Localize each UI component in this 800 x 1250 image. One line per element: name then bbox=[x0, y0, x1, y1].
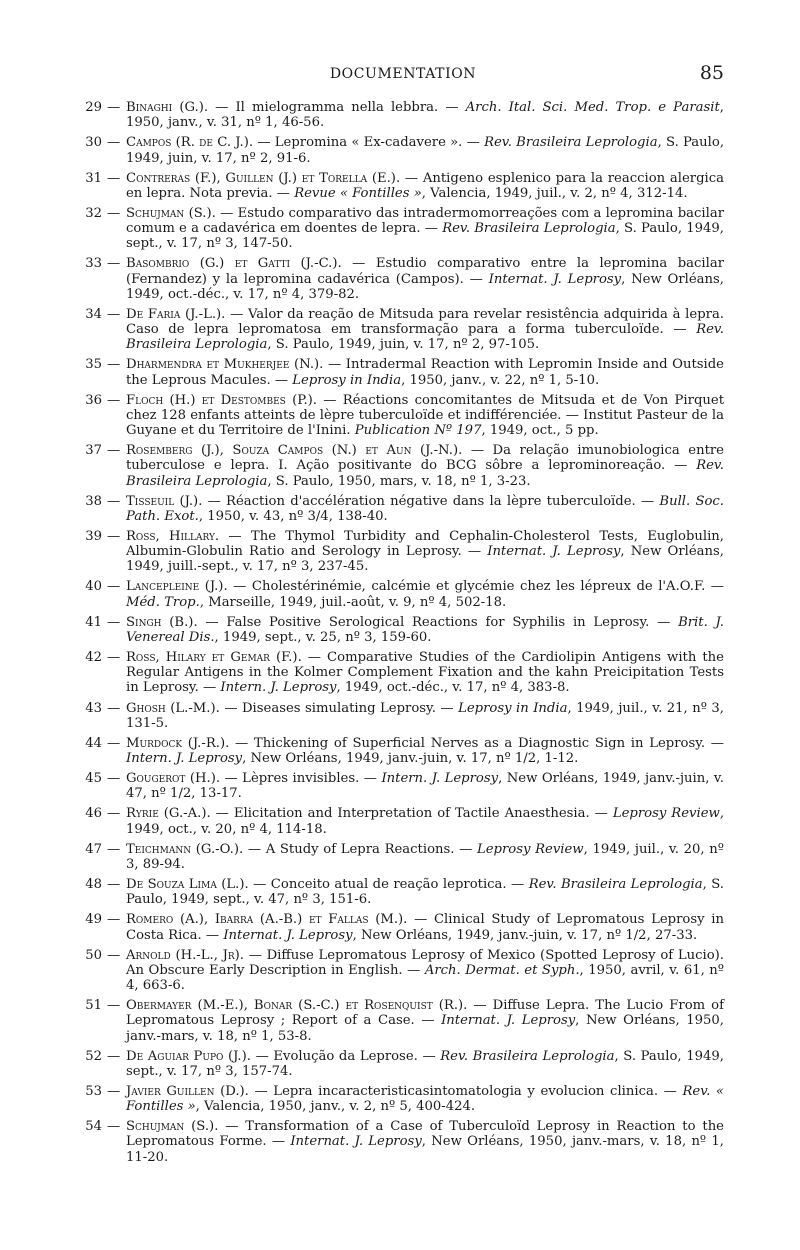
entry-details: , Marseille, 1949, juil.-août, v. 9, nº 4, 502-18. bbox=[199, 594, 507, 610]
entry-dash: — bbox=[107, 100, 121, 115]
entry-journal: Internat. J. Leprosy bbox=[488, 271, 622, 287]
entry-details: , 1950, janv., v. 31, nº 1, 46-56. bbox=[126, 100, 724, 131]
entry-authors: De Faria (J.-L.). bbox=[126, 306, 226, 322]
entry-journal: Méd. Trop. bbox=[126, 594, 200, 610]
entry-details: , 1949, juil., v. 21, nº 3, 131-5. bbox=[126, 700, 724, 731]
entry-details: , New Orléans, 1949, juill.-sept., v. 17, nº 3, 237-45. bbox=[126, 544, 724, 575]
bibliography-entry bbox=[82, 736, 724, 766]
entry-title: — Intradermal Reaction with Lepromin Inside and Outside the Leprous Macules. — bbox=[126, 357, 724, 388]
entry-dash: — bbox=[107, 1083, 121, 1099]
entry-dash: — bbox=[107, 392, 121, 408]
entry-details: , S. Paulo, 1949, juin, v. 17, nº 2, 91-6. bbox=[126, 135, 725, 166]
entry-title: — A Study of Lepra Reactions. — bbox=[243, 841, 477, 857]
entry-number: 36 bbox=[85, 392, 102, 408]
entry-journal: Brit. J. Venereal Dis. bbox=[126, 614, 724, 645]
entry-details: , S. Paulo, 1950, mars, v. 18, nº 1, 3-23. bbox=[267, 473, 531, 489]
entry-number: 39 bbox=[85, 528, 102, 544]
entry-number: 37 bbox=[85, 443, 102, 459]
entry-number: 34 bbox=[85, 306, 102, 322]
bibliography-entry bbox=[82, 357, 724, 387]
entry-authors: Murdock (J.-R.). bbox=[126, 735, 230, 751]
entry-authors: Ross, Hilary et Gemar (F.). bbox=[126, 650, 302, 666]
entry-number: 46 bbox=[85, 806, 102, 822]
entry-number: 54 bbox=[85, 1119, 102, 1135]
entry-details: , 1949, sept., v. 25, nº 3, 159-60. bbox=[214, 629, 432, 645]
entry-title: — Lepra incaracteristicasintomatologia y evolucion clinica. — bbox=[248, 1083, 683, 1099]
entry-title: — Diffuse Lepromatous Leprosy of Mexico (Spotted Leprosy of Lucio). An Obscure Early Description in English. — bbox=[126, 947, 724, 978]
entry-dash: — bbox=[107, 771, 121, 787]
entry-number: 48 bbox=[85, 877, 102, 893]
entry-authors: Arnold (H.-L., Jr). bbox=[126, 947, 244, 963]
entry-title: — Conceito atual de reação leprotica. — bbox=[248, 877, 529, 893]
entry-journal: Rev. Brasileira Leprologia bbox=[126, 322, 724, 353]
entry-journal: Internat. J. Leprosy bbox=[487, 544, 621, 560]
entry-title: — Réaction d'accélération négative dans la lèpre tuberculoïde. — bbox=[202, 493, 660, 509]
entry-journal: Intern. J. Leprosy bbox=[220, 680, 337, 696]
entry-journal: Leprosy in India bbox=[458, 700, 568, 716]
entry-details: , Valencia, 1949, juil., v. 2, nº 4, 312-14. bbox=[421, 185, 688, 201]
bibliography-entry bbox=[82, 912, 724, 942]
running-title: DOCUMENTATION bbox=[329, 66, 477, 82]
entry-dash: — bbox=[107, 735, 121, 751]
bibliography-entry bbox=[82, 443, 724, 489]
entry-title: — Diseases simulating Leprosy. — bbox=[219, 700, 459, 716]
entry-title: — Diffuse Lepra. The Lucio From of Lepromatous Leprosy ; Report of a Case. — bbox=[126, 998, 724, 1029]
entry-details: , New Orléans, 1949, oct.-déc., v. 17, nº 4, 379-82. bbox=[126, 271, 724, 302]
entry-authors: Floch (H.) et Destombes (P.). bbox=[126, 392, 317, 408]
entry-details: , S. Paulo, 1949, sept., v. 47, nº 3, 151-6. bbox=[126, 877, 724, 908]
entry-details: , 1949, oct.-déc., v. 17, nº 4, 383-8. bbox=[336, 680, 570, 696]
entry-journal: Leprosy in India bbox=[292, 372, 402, 388]
entry-details: , 1950, v. 43, nº 3/4, 138-40. bbox=[198, 508, 388, 524]
entry-dash: — bbox=[107, 579, 121, 595]
entry-number: 38 bbox=[85, 493, 102, 509]
entry-title: — Valor da reação de Mitsuda para revelar resistência adquirida à lepra. Caso de lepra lepromatosa em transformação para a forma tuberculoïde. — bbox=[126, 306, 724, 338]
bibliography-entry bbox=[82, 393, 724, 439]
entry-number: 45 bbox=[85, 771, 102, 787]
entry-details: , 1949, juil., v. 20, nº 3, 89-94. bbox=[126, 841, 724, 872]
entry-authors: Ross, Hillary. bbox=[126, 528, 220, 544]
entry-dash: — bbox=[107, 205, 121, 221]
entry-authors: Gougerot (H.). bbox=[126, 771, 221, 787]
entry-dash: — bbox=[107, 877, 121, 893]
entry-title: — Cholestérinémie, calcémie et glycémie chez les lépreux de l'A.O.F. — bbox=[227, 579, 724, 595]
entry-title: — Evolução da Leprose. — bbox=[250, 1048, 441, 1064]
entry-title: — Thickening of Superficial Nerves as a Diagnostic Sign in Leprosy. — bbox=[229, 735, 724, 751]
entry-number: 50 bbox=[85, 947, 102, 963]
entry-dash: — bbox=[107, 170, 121, 186]
entry-dash: — bbox=[107, 306, 121, 322]
entry-journal: Arch. Dermat. et Syph. bbox=[424, 962, 580, 978]
bibliography-entry bbox=[82, 1084, 724, 1114]
entry-dash: — bbox=[107, 998, 121, 1014]
entry-journal: Arch. Ital. Sci. Med. Trop. e Parasit bbox=[465, 100, 720, 115]
page-number: 85 bbox=[699, 62, 724, 84]
entry-number: 35 bbox=[85, 357, 102, 373]
entry-dash: — bbox=[107, 1048, 121, 1064]
entry-title: — Elicitation and Interpretation of Tactile Anaesthesia. — bbox=[210, 806, 613, 822]
entry-number: 40 bbox=[85, 579, 102, 595]
entry-authors: Ryrie (G.-A.). bbox=[126, 806, 211, 822]
entry-number: 31 bbox=[85, 170, 102, 186]
entry-authors: Tisseuil (J.). bbox=[126, 493, 203, 509]
entry-dash: — bbox=[107, 912, 121, 928]
entry-authors: Rosemberg (J.), Souza Campos (N.) et Aun (J.-N.). bbox=[126, 443, 463, 459]
bibliography-entry bbox=[82, 494, 724, 524]
entry-number: 53 bbox=[85, 1083, 102, 1099]
entry-number: 41 bbox=[85, 614, 102, 630]
entry-number: 52 bbox=[85, 1048, 102, 1064]
entry-dash: — bbox=[107, 1119, 121, 1135]
entry-authors: Obermayer (M.-E.), Bonar (S.-C.) et Rosenquist (R.). bbox=[126, 998, 468, 1014]
entry-title: — Antigeno esplenico para la reaccion alergica en lepra. Nota previa. — bbox=[126, 170, 725, 201]
entry-authors: Contreras (F.), Guillen (J.) et Torella (E.). bbox=[126, 170, 401, 186]
entry-dash: — bbox=[107, 528, 121, 544]
entry-title: — The Thymol Turbidity and Cephalin-Cholesterol Tests, Euglobulin, Albumin-Globulin Ratio and Serology in Leprosy. — bbox=[126, 528, 724, 560]
entry-authors: Campos (R. de C. J.). bbox=[126, 135, 254, 151]
entry-title: — Lepromina « Ex-cadavere ». — bbox=[253, 135, 485, 151]
entry-title: — Il mielogramma nella lebbra. — bbox=[208, 100, 466, 115]
entry-dash: — bbox=[107, 700, 121, 716]
entry-details: , New Orléans, 1949, janv.-juin, v. 17, nº 1/2, 27-33. bbox=[352, 927, 698, 943]
entry-details: , New Orléans, 1949, janv.-juin, v. 17, nº 1/2, 1-12. bbox=[242, 751, 579, 767]
entry-title: — Réactions concomitantes de Mitsuda et de Von Pirquet chez 128 enfants atteints de lèpre tuberculoïde et indifférenciée. — Institut Pasteur de la Guyane et du Territoire de l'Inini. bbox=[126, 392, 724, 439]
entry-journal: Leprosy Review bbox=[476, 841, 584, 857]
entry-authors: Basombrio (G.) et Gatti (J.-C.). bbox=[126, 256, 342, 272]
bibliography-entry bbox=[82, 1049, 724, 1079]
bibliography-entry bbox=[82, 771, 724, 801]
entry-dash: — bbox=[107, 135, 121, 151]
entry-number: 49 bbox=[85, 912, 102, 928]
entry-title: — False Positive Serological Reactions for Syphilis in Leprosy. — bbox=[197, 614, 679, 630]
page-header bbox=[82, 62, 724, 88]
bibliography-entry bbox=[82, 171, 724, 201]
entry-details: , S. Paulo, 1949, sept., v. 17, nº 3, 157-74. bbox=[126, 1048, 724, 1079]
entry-title: — Da relação imunobiologica entre tuberculose e lepra. I. Ação positivante do BCG sôbre a leprominoreação. — bbox=[126, 443, 724, 474]
entry-dash: — bbox=[107, 256, 121, 272]
entry-number: 32 bbox=[85, 205, 102, 221]
entry-dash: — bbox=[107, 493, 121, 509]
entry-number: 42 bbox=[85, 650, 102, 666]
entry-authors: Binaghi (G.). bbox=[126, 100, 209, 115]
entry-journal: Rev. Brasileira Leprologia bbox=[528, 877, 703, 893]
entry-number: 47 bbox=[85, 841, 102, 857]
bibliography-entry bbox=[82, 307, 724, 353]
entry-number: 51 bbox=[85, 998, 102, 1014]
entry-dash: — bbox=[107, 443, 121, 459]
entry-details: , New Orléans, 1950, janv.-mars, v. 18, nº 1, 53-8. bbox=[126, 1013, 724, 1044]
entry-journal: Intern. J. Leprosy bbox=[381, 771, 499, 787]
entry-authors: Schujman (S.). bbox=[126, 205, 216, 221]
entry-authors: Javier Guillen (D.). bbox=[126, 1083, 249, 1099]
entry-journal: Rev. Brasileira Leprologia bbox=[442, 221, 616, 237]
entry-details: , S. Paulo, 1949, juin, v. 17, nº 2, 97-105. bbox=[267, 337, 540, 353]
entry-title: — Comparative Studies of the Cardiolipin Antigens with the Regular Antigens in the Kolmer Complement Fixation and the kahn Preicipitation Tests in Leprosy. — bbox=[126, 650, 724, 696]
entry-details: , 1949, oct., 5 pp. bbox=[481, 423, 599, 439]
entry-journal: Rev. « Fontilles » bbox=[126, 1083, 724, 1115]
bibliography-entry bbox=[82, 877, 724, 907]
bibliography-entry bbox=[82, 100, 724, 130]
entry-dash: — bbox=[107, 806, 121, 822]
entry-details: , 1950, janv., v. 22, nº 1, 5-10. bbox=[401, 372, 600, 388]
entry-number: 33 bbox=[85, 256, 102, 272]
bibliography-entry bbox=[82, 1119, 724, 1165]
bibliography-entry bbox=[82, 135, 724, 165]
bibliography-entry bbox=[82, 650, 724, 696]
entry-title: — Clinical Study of Lepromatous Leprosy in Costa Rica. — bbox=[126, 912, 724, 943]
entry-number: 30 bbox=[85, 135, 102, 151]
entry-title: — Estudo comparativo das intradermomorreações com a lepromina bacilar comum e a cadavérica em doentes de lepra. — bbox=[126, 205, 724, 237]
bibliography-entry bbox=[82, 701, 724, 731]
entry-authors: Lancepleine (J.). bbox=[126, 579, 228, 595]
entry-details: , S. Paulo, 1949, sept., v. 17, nº 3, 147-50. bbox=[126, 221, 724, 252]
bibliography-entry bbox=[82, 842, 724, 872]
entry-journal: Rev. Brasileira Leprologia bbox=[484, 135, 658, 151]
entry-dash: — bbox=[107, 947, 121, 963]
entry-number: 29 bbox=[85, 100, 102, 115]
entry-journal: Internat. J. Leprosy bbox=[290, 1134, 422, 1150]
entry-journal: Bull. Soc. Path. Exot. bbox=[126, 493, 724, 524]
entry-journal: Leprosy Review bbox=[612, 806, 720, 822]
entry-authors: De Souza Lima (L.). bbox=[126, 877, 249, 893]
entry-journal: Publication Nº 197 bbox=[354, 423, 482, 439]
entry-dash: — bbox=[107, 650, 121, 666]
entry-journal: Internat. J. Leprosy bbox=[223, 927, 353, 943]
entry-title: — Transformation of a Case of Tuberculoïd Leprosy in Reaction to the Lepromatous Forme. — bbox=[126, 1119, 724, 1150]
bibliography-entry bbox=[82, 579, 724, 609]
entry-details: , Valencia, 1950, janv., v. 2, nº 5, 400-424. bbox=[195, 1099, 476, 1115]
entry-details: , 1950, avril, v. 61, nº 4, 663-6. bbox=[126, 962, 725, 994]
entry-authors: Dharmendra et Mukherjee (N.). bbox=[126, 357, 324, 373]
entry-dash: — bbox=[107, 614, 121, 630]
entry-journal: Rev. Brasileira Leprologia bbox=[440, 1048, 615, 1064]
entry-journal: Internat. J. Leprosy bbox=[441, 1013, 576, 1029]
bibliography-entry bbox=[82, 206, 724, 252]
entry-details: , 1949, oct., v. 20, nº 4, 114-18. bbox=[126, 806, 725, 837]
entry-dash: — bbox=[107, 841, 121, 857]
entry-authors: Ghosh (L.-M.). bbox=[126, 700, 220, 716]
bibliography-entry bbox=[82, 529, 724, 575]
entry-number: 44 bbox=[85, 735, 102, 751]
entry-dash: — bbox=[107, 357, 121, 373]
entry-authors: De Aguiar Pupo (J.). bbox=[126, 1048, 251, 1064]
entry-authors: Schujman (S.). bbox=[126, 1119, 219, 1135]
entry-number: 43 bbox=[85, 700, 102, 716]
entry-journal: Intern. J. Leprosy bbox=[126, 751, 243, 767]
entry-authors: Romero (A.), Ibarra (A.-B.) et Fallas (M.). bbox=[126, 912, 408, 928]
bibliography-entry bbox=[82, 615, 724, 645]
entry-details: , New Orléans, 1950, janv.-mars, v. 18, nº 1, 11-20. bbox=[126, 1134, 724, 1165]
entry-authors: Teichmann (G.-O.). bbox=[126, 841, 244, 857]
entry-title: — Estudio comparativo entre la lepromina bacilar (Fernandez) y la lepromina cadavérica (Campos). — bbox=[126, 256, 724, 287]
entry-journal: Rev. Brasileira Leprologia bbox=[126, 458, 724, 489]
bibliography-entry bbox=[82, 806, 724, 836]
bibliography-entry bbox=[82, 998, 724, 1044]
entry-authors: Singh (B.). bbox=[126, 614, 198, 630]
bibliography-list bbox=[82, 100, 724, 1170]
entry-details: , New Orléans, 1949, janv.-juin, v. 47, nº 1/2, 13-17. bbox=[126, 771, 724, 802]
bibliography-entry bbox=[82, 256, 724, 302]
entry-title: — Lèpres invisibles. — bbox=[220, 771, 382, 787]
bibliography-entry bbox=[82, 948, 724, 994]
entry-journal: Revue « Fontilles » bbox=[294, 185, 422, 201]
